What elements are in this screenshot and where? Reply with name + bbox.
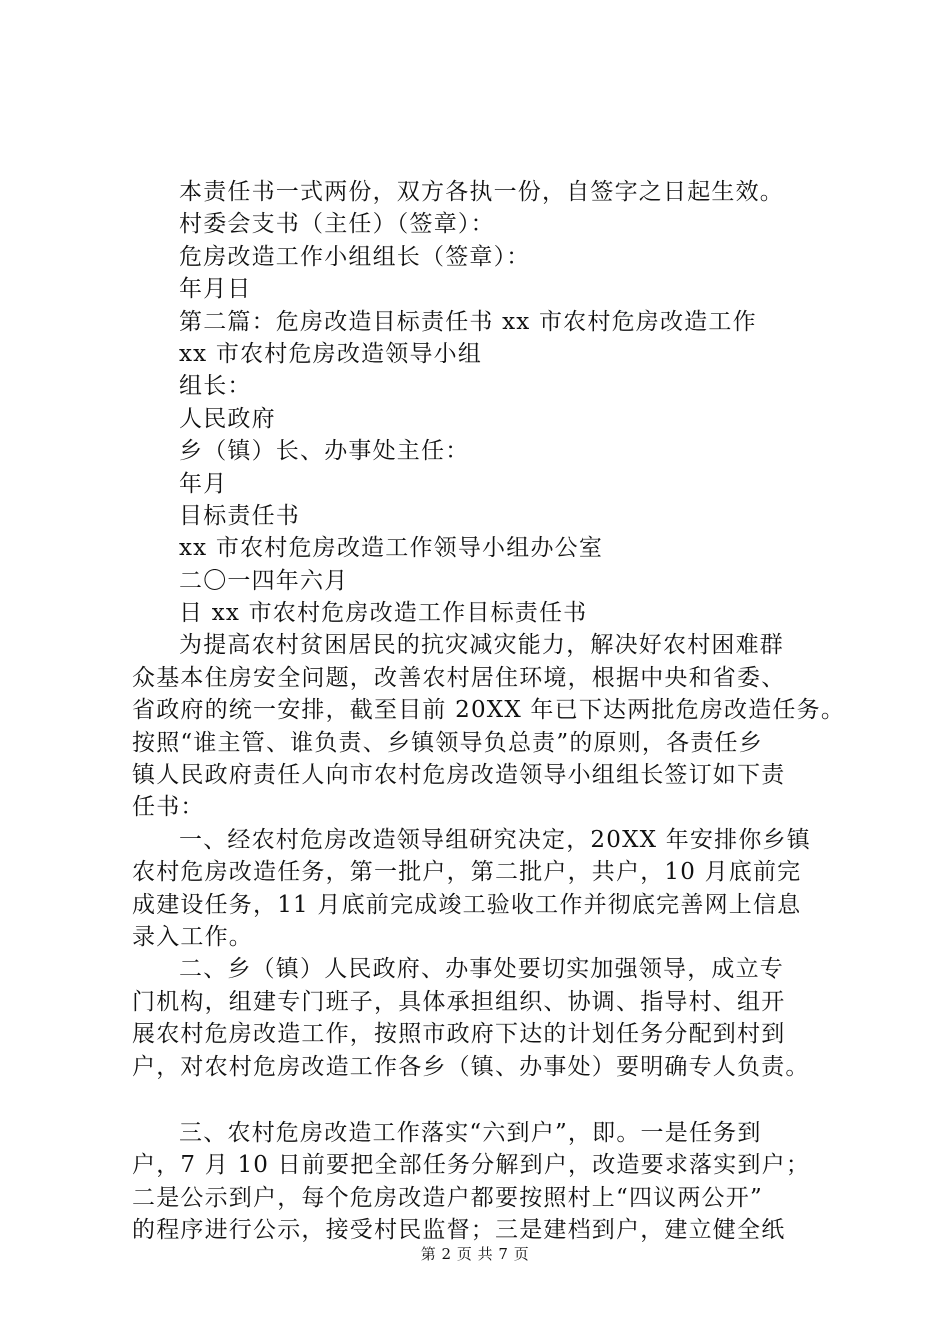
paragraph-line: 任书： bbox=[132, 794, 205, 821]
paragraph-line: 农村危房改造任务，第一批户，第二批户，共户，10 月底前完 bbox=[132, 859, 802, 886]
text-line: 年月 bbox=[179, 470, 228, 497]
paragraph-line: 众基本住房安全问题，改善农村居住环境，根据中央和省委、 bbox=[132, 664, 786, 691]
paragraph-line: 户，对农村危房改造工作各乡（镇、办事处）要明确专人负责。 bbox=[132, 1053, 810, 1080]
text-line: 危房改造工作小组组长（签章）： bbox=[179, 243, 531, 270]
paragraph-line: 三、农村危房改造工作落实“六到户”，即。一是任务到 bbox=[179, 1119, 762, 1146]
paragraph-line: 展农村危房改造工作，按照市政府下达的计划任务分配到村到 bbox=[132, 1021, 786, 1048]
paragraph-line: 门机构，组建专门班子，具体承担组织、协调、指导村、组开 bbox=[132, 988, 786, 1015]
text-line: xx 市农村危房改造工作领导小组办公室 bbox=[179, 535, 604, 562]
paragraph-line: 按照“谁主管、谁负责、乡镇领导负总责”的原则，各责任乡 bbox=[132, 729, 763, 756]
text-line: 人民政府 bbox=[179, 405, 276, 432]
text-line: 日 xx 市农村危房改造工作目标责任书 bbox=[179, 600, 588, 627]
text-line: 二〇一四年六月 bbox=[179, 567, 349, 594]
page-footer bbox=[0, 1243, 950, 1264]
text-line: 本责任书一式两份，双方各执一份，自签字之日起生效。 bbox=[179, 179, 784, 205]
paragraph-line: 的程序进行公示，接受村民监督；三是建档到户，建立健全纸 bbox=[132, 1217, 786, 1244]
text-line: 目标责任书 bbox=[179, 502, 300, 529]
text-line: 年月日 bbox=[179, 276, 252, 303]
paragraph-line: 省政府的统一安排，截至目前 20XX 年已下达两批危房改造任务。 bbox=[132, 697, 846, 724]
paragraph-line: 户，7 月 10 日前要把全部任务分解到户，改造要求落实到户； bbox=[132, 1152, 811, 1179]
page-number-label: 第 2 页 共 7 页 bbox=[420, 1245, 530, 1263]
paragraph-line: 一、经农村危房改造领导组研究决定，20XX 年安排你乡镇 bbox=[179, 826, 811, 853]
text-line: 组长： bbox=[179, 373, 252, 400]
paragraph-line: 二是公示到户，每个危房改造户都要按照村上“四议两公开” bbox=[132, 1184, 763, 1211]
text-line: 村委会支书（主任）（签章）： bbox=[179, 211, 495, 238]
text-line: 乡（镇）长、办事处主任： bbox=[179, 438, 470, 465]
paragraph-line: 二、乡（镇）人民政府、办事处要切实加强领导，成立专 bbox=[179, 956, 784, 983]
paragraph-line: 成建设任务，11 月底前完成竣工验收工作并彻底完善网上信息 bbox=[132, 891, 802, 918]
paragraph-gap bbox=[132, 1083, 852, 1117]
paragraph-line: 为提高农村贫困居民的抗灾减灾能力，解决好农村困难群 bbox=[179, 632, 784, 659]
document-body bbox=[132, 176, 852, 1247]
paragraph-line: 录入工作。 bbox=[132, 923, 253, 950]
section-heading: 第二篇：危房改造目标责任书 xx 市农村危房改造工作 bbox=[179, 308, 757, 335]
text-line: xx 市农村危房改造领导小组 bbox=[179, 340, 483, 367]
paragraph-line: 镇人民政府责任人向市农村危房改造领导小组组长签订如下责 bbox=[132, 762, 786, 789]
